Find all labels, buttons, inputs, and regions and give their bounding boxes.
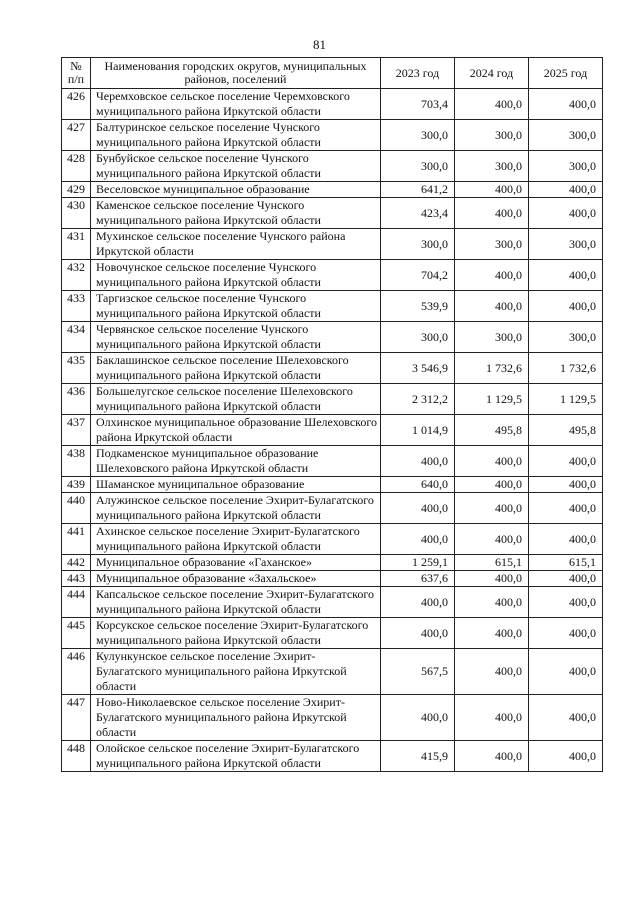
value-2025: 400,0: [529, 291, 603, 322]
table-body: [62, 89, 603, 772]
value-2023: 400,0: [381, 587, 455, 618]
value-2025: 400,0: [529, 260, 603, 291]
row-name: Новочунское сельское поселение Чунского муниципального района Иркутской области: [91, 260, 381, 291]
value-2024: 400,0: [455, 291, 529, 322]
row-name: Черемховское сельское поселение Черемховского муниципального района Иркутской области: [91, 89, 381, 120]
value-2024: 400,0: [455, 89, 529, 120]
row-number: 447: [62, 695, 91, 741]
value-2024: 400,0: [455, 260, 529, 291]
row-name: Алужинское сельское поселение Эхирит-Булагатского муниципального района Иркутской области: [91, 493, 381, 524]
value-2023: 400,0: [381, 618, 455, 649]
row-name: Мухинское сельское поселение Чунского района Иркутской области: [91, 229, 381, 260]
row-name: Таргизское сельское поселение Чунского муниципального района Иркутской области: [91, 291, 381, 322]
value-2024: 300,0: [455, 322, 529, 353]
row-number: 432: [62, 260, 91, 291]
row-number: 448: [62, 741, 91, 772]
row-number: 427: [62, 120, 91, 151]
value-2024: 300,0: [455, 120, 529, 151]
value-2025: 400,0: [529, 89, 603, 120]
header-name: Наименования городских округов, муниципальных районов, поселений: [91, 58, 381, 89]
value-2025: 400,0: [529, 198, 603, 229]
table-row: [62, 260, 603, 291]
value-2024: 400,0: [455, 477, 529, 493]
value-2023: 400,0: [381, 493, 455, 524]
value-2023: 415,9: [381, 741, 455, 772]
value-2023: 400,0: [381, 695, 455, 741]
table-row: [62, 322, 603, 353]
header-num: № п/п: [62, 58, 91, 89]
value-2025: 400,0: [529, 524, 603, 555]
value-2023: 3 546,9: [381, 353, 455, 384]
value-2025: 400,0: [529, 618, 603, 649]
row-number: 436: [62, 384, 91, 415]
table-row: [62, 384, 603, 415]
value-2025: 400,0: [529, 446, 603, 477]
value-2025: 300,0: [529, 322, 603, 353]
value-2023: 1 259,1: [381, 555, 455, 571]
value-2024: 400,0: [455, 618, 529, 649]
header-2024: 2024 год: [455, 58, 529, 89]
row-name: Кулункунское сельское поселение Эхирит-Булагатского муниципального района Иркутской области: [91, 649, 381, 695]
row-name: Корсукское сельское поселение Эхирит-Булагатского муниципального района Иркутской области: [91, 618, 381, 649]
value-2025: 1 732,6: [529, 353, 603, 384]
row-number: 442: [62, 555, 91, 571]
value-2025: 400,0: [529, 182, 603, 198]
table-row: [62, 587, 603, 618]
value-2024: 400,0: [455, 741, 529, 772]
row-number: 440: [62, 493, 91, 524]
row-number: 438: [62, 446, 91, 477]
value-2024: 300,0: [455, 151, 529, 182]
row-number: 426: [62, 89, 91, 120]
table-row: [62, 555, 603, 571]
row-number: 430: [62, 198, 91, 229]
table-row: [62, 415, 603, 446]
value-2023: 300,0: [381, 229, 455, 260]
row-number: 431: [62, 229, 91, 260]
value-2023: 703,4: [381, 89, 455, 120]
value-2025: 400,0: [529, 649, 603, 695]
row-name: Бунбуйское сельское поселение Чунского муниципального района Иркутской области: [91, 151, 381, 182]
row-number: 433: [62, 291, 91, 322]
value-2023: 539,9: [381, 291, 455, 322]
row-name: Олойское сельское поселение Эхирит-Булагатского муниципального района Иркутской области: [91, 741, 381, 772]
value-2024: 400,0: [455, 182, 529, 198]
value-2023: 567,5: [381, 649, 455, 695]
value-2025: 300,0: [529, 229, 603, 260]
row-name: Подкаменское муниципальное образование Шелеховского района Иркутской области: [91, 446, 381, 477]
value-2024: 400,0: [455, 493, 529, 524]
row-name: Ново-Николаевское сельское поселение Эхирит-Булагатского муниципального района Иркутской области: [91, 695, 381, 741]
table-row: [62, 291, 603, 322]
value-2023: 300,0: [381, 151, 455, 182]
value-2025: 400,0: [529, 741, 603, 772]
row-name: Веселовское муниципальное образование: [91, 182, 381, 198]
row-name: Муниципальное образование «Захальское»: [91, 571, 381, 587]
value-2024: 400,0: [455, 446, 529, 477]
row-number: 439: [62, 477, 91, 493]
value-2024: 400,0: [455, 649, 529, 695]
value-2023: 300,0: [381, 120, 455, 151]
row-number: 445: [62, 618, 91, 649]
table-row: [62, 477, 603, 493]
value-2023: 423,4: [381, 198, 455, 229]
table-row: [62, 649, 603, 695]
table-row: [62, 353, 603, 384]
row-number: 434: [62, 322, 91, 353]
row-number: 435: [62, 353, 91, 384]
value-2025: 400,0: [529, 695, 603, 741]
value-2023: 400,0: [381, 446, 455, 477]
value-2025: 400,0: [529, 493, 603, 524]
table-row: [62, 695, 603, 741]
value-2023: 2 312,2: [381, 384, 455, 415]
row-number: 429: [62, 182, 91, 198]
table-row: [62, 524, 603, 555]
row-number: 428: [62, 151, 91, 182]
header-2025: 2025 год: [529, 58, 603, 89]
table-row: [62, 120, 603, 151]
row-name: Олхинское муниципальное образование Шелеховского района Иркутской области: [91, 415, 381, 446]
value-2025: 615,1: [529, 555, 603, 571]
row-name: Шаманское муниципальное образование: [91, 477, 381, 493]
value-2024: 400,0: [455, 198, 529, 229]
value-2023: 300,0: [381, 322, 455, 353]
value-2024: 400,0: [455, 695, 529, 741]
value-2025: 1 129,5: [529, 384, 603, 415]
row-number: 443: [62, 571, 91, 587]
value-2025: 300,0: [529, 151, 603, 182]
table-row: [62, 571, 603, 587]
value-2024: 400,0: [455, 571, 529, 587]
value-2023: 1 014,9: [381, 415, 455, 446]
value-2025: 300,0: [529, 120, 603, 151]
value-2023: 640,0: [381, 477, 455, 493]
value-2024: 1 732,6: [455, 353, 529, 384]
value-2024: 300,0: [455, 229, 529, 260]
value-2024: 615,1: [455, 555, 529, 571]
header-2023: 2023 год: [381, 58, 455, 89]
budget-table: [61, 57, 603, 772]
table-row: [62, 618, 603, 649]
row-name: Каменское сельское поселение Чунского муниципального района Иркутской области: [91, 198, 381, 229]
table-row: [62, 151, 603, 182]
value-2023: 641,2: [381, 182, 455, 198]
table-row: [62, 229, 603, 260]
row-number: 441: [62, 524, 91, 555]
table-row: [62, 741, 603, 772]
value-2023: 400,0: [381, 524, 455, 555]
value-2025: 495,8: [529, 415, 603, 446]
value-2025: 400,0: [529, 477, 603, 493]
table-row: [62, 493, 603, 524]
value-2024: 495,8: [455, 415, 529, 446]
row-name: Балтуринское сельское поселение Чунского муниципального района Иркутской области: [91, 120, 381, 151]
value-2023: 704,2: [381, 260, 455, 291]
row-name: Капсальское сельское поселение Эхирит-Булагатского муниципального района Иркутской области: [91, 587, 381, 618]
row-number: 446: [62, 649, 91, 695]
row-name: Муниципальное образование «Гаханское»: [91, 555, 381, 571]
row-number: 444: [62, 587, 91, 618]
row-name: Большелугское сельское поселение Шелеховского муниципального района Иркутской области: [91, 384, 381, 415]
table-row: [62, 182, 603, 198]
value-2025: 400,0: [529, 571, 603, 587]
row-name: Червянское сельское поселение Чунского муниципального района Иркутской области: [91, 322, 381, 353]
value-2025: 400,0: [529, 587, 603, 618]
page-number: 81: [313, 37, 326, 52]
row-name: Баклашинское сельское поселение Шелеховского муниципального района Иркутской области: [91, 353, 381, 384]
row-name: Ахинское сельское поселение Эхирит-Булагатского муниципального района Иркутской области: [91, 524, 381, 555]
table-row: [62, 89, 603, 120]
table-row: [62, 446, 603, 477]
value-2024: 1 129,5: [455, 384, 529, 415]
value-2023: 637,6: [381, 571, 455, 587]
table-header: [62, 58, 603, 89]
value-2024: 400,0: [455, 524, 529, 555]
value-2024: 400,0: [455, 587, 529, 618]
table-row: [62, 198, 603, 229]
row-number: 437: [62, 415, 91, 446]
